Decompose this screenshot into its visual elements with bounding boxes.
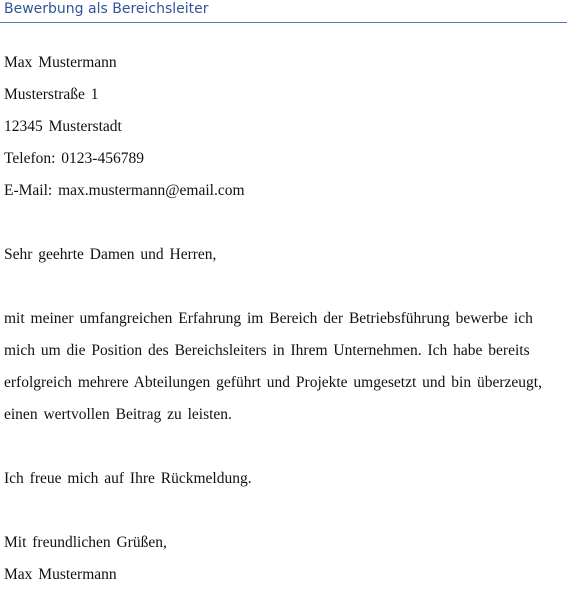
signature: Max Mustermann xyxy=(4,566,117,583)
body-line: einen wertvollen Beitrag zu leisten. xyxy=(4,406,232,423)
sender-phone: Telefon: 0123-456789 xyxy=(4,150,144,167)
body-line: mich um die Position des Bereichsleiters in Ihrem Unternehmen. Ich habe bereits xyxy=(4,342,530,359)
sender-street: Musterstraße 1 xyxy=(4,86,99,103)
body-line: erfolgreich mehrere Abteilungen geführt und Projekte umgesetzt und bin überzeugt, xyxy=(4,374,542,391)
closing-sentence: Ich freue mich auf Ihre Rückmeldung. xyxy=(4,470,252,487)
spacer xyxy=(4,271,564,303)
sender-name: Max Mustermann xyxy=(4,54,117,71)
spacer xyxy=(4,207,564,239)
spacer xyxy=(4,431,564,463)
sender-city: 12345 Musterstadt xyxy=(4,118,122,135)
letter-body xyxy=(4,47,564,591)
body-line: mit meiner umfangreichen Erfahrung im Bereich der Betriebsführung bewerbe ich xyxy=(4,310,533,327)
sender-email: E-Mail: max.mustermann@email.com xyxy=(4,182,245,199)
document-header xyxy=(0,0,567,23)
closing: Mit freundlichen Grüßen, xyxy=(4,534,167,551)
document-title: Bewerbung als Bereichsleiter xyxy=(4,1,209,17)
salutation: Sehr geehrte Damen und Herren, xyxy=(4,246,217,263)
spacer xyxy=(4,495,564,527)
